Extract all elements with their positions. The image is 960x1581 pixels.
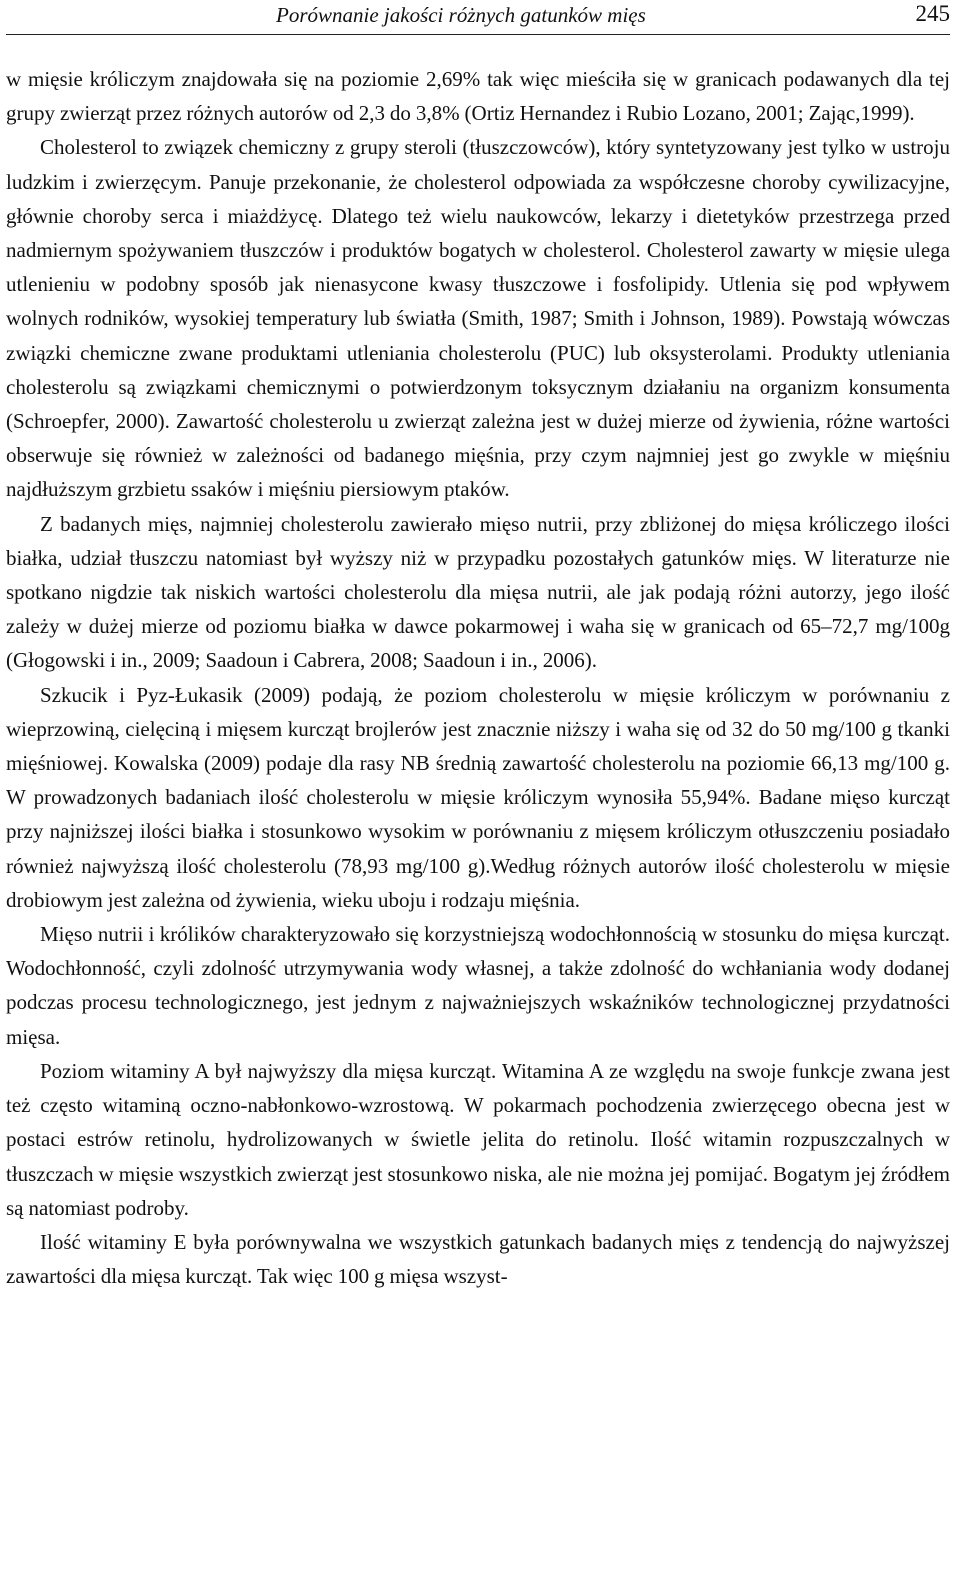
paragraph-vitamin-a: Poziom witaminy A był najwyższy dla mięsa kurcząt. Witamina A ze względu na swoje funkcje zwana jest też często witaminą oczno-nabłonkowo-wzrostową. W pokarmach pochodzenia zwierzęcego obecna jest w postaci estrów retinolu, hydrolizowanych w świetle jelita do retinolu. Ilość witamin rozpuszczalnych w tłuszczach w mięsie wszystkich zwierząt jest stosunkowo niska, ale nie można jej pomijać. Bogatym jej źródłem są natomiast podroby.	[6, 1058, 950, 1220]
running-title: Porównanie jakości różnych gatunków mięs	[276, 3, 646, 27]
document-page	[6, 0, 950, 1581]
paragraph-water-holding: Mięso nutrii i królików charakteryzowało się korzystniejszą wodochłonnością w stosunku do mięsa kurcząt. Wodochłonność, czyli zdolność utrzymywania wody własnej, a także zdolność do wchłaniania wody dodanej podczas procesu technologicznego, jest jednym z najważniejszych wskaźników technologicznej przydatności mięsa.	[6, 922, 950, 1049]
page-header	[6, 0, 950, 35]
paragraph-rabbit-cholesterol: Szkucik i Pyz-Łukasik (2009) podają, że poziom cholesterolu w mięsie króliczym w porównaniu z wieprzowiną, cielęciną i mięsem kurcząt brojlerów jest znacznie niższy i waha się od 32 do 50 mg/100 g tkanki mięśniowej. Kowalska (2009) podaje dla rasy NB średnią zawartość cholesterolu na poziomie 66,13 mg/100 g. W prowadzonych badaniach ilość cholesterolu w mięsie króliczym wynosiła 55,94%. Badane mięso kurcząt przy najniższej ilości białka i stosunkowo wysokim w porównaniu z mięsem króliczym otłuszczeniu posiadało również najwyższą ilość cholesterolu (78,93 mg/100 g).Według różnych autorów ilość cholesterolu w mięsie drobiowym jest zależna od żywienia, wieku uboju i rodzaju mięśnia.	[6, 682, 950, 912]
paragraph-cholesterol: Cholesterol to związek chemiczny z grupy steroli (tłuszczowców), który syntetyzowany jest tylko w ustroju ludzkim i zwierzęcym. Panuje przekonanie, że cholesterol odpowiada za współczesne choroby cywilizacyjne, głównie choroby serca i miażdżycę. Dlatego też wielu naukowców, lekarzy i dietetyków przestrzega przed nadmiernym spożywaniem tłuszczów i produktów bogatych w cholesterol. Cholesterol zawarty w mięsie ulega utlenieniu w podobny sposób jak nienasycone kwasy tłuszczowe i fosfolipidy. Utlenia się pod wpływem wolnych rodników, wysokiej temperatury lub światła (Smith, 1987; Smith i Johnson, 1989). Powstają wówczas związki chemiczne zwane produktami utleniania cholesterolu (PUC) lub oksysterolami. Produkty utleniania cholesterolu są związkami chemicznymi o potwierdzonym toksycznym działaniu na organizm konsumenta (Schroepfer, 2000). Zawartość cholesterolu u zwierząt zależna jest w dużej mierze od żywienia, różne wartości obserwuje się również w zależności od badanego mięśnia, przy czym najmniej jest go zwykle w mięśniu najdłuższym grzbietu ssaków i mięśniu piersiowym ptaków.	[6, 135, 950, 502]
body-text	[6, 62, 950, 1293]
paragraph-nutria: Z badanych mięs, najmniej cholesterolu zawierało mięso nutrii, przy zbliżonej do mięsa króliczego ilości białka, udział tłuszczu natomiast był wyższy niż w przypadku pozostałych gatunków mięs. W literaturze nie spotkano nigdzie tak niskich wartości cholesterolu dla mięsa nutrii, ale jak podają różni autorzy, jego ilość zależy w dużej mierze od poziomu białka w dawce pokarmowej i waha się w granicach od 65–72,7 mg/100g (Głogowski i in., 2009; Saadoun i Cabrera, 2008; Saadoun i in., 2006).	[6, 511, 950, 673]
paragraph-vitamin-e: Ilość witaminy E była porównywalna we wszystkich gatunkach badanych mięs z tendencją do najwyższej zawartości dla mięsa kurcząt. Tak więc 100 g mięsa wszyst-	[6, 1229, 950, 1289]
paragraph-continued: w mięsie króliczym znajdowała się na poziomie 2,69% tak więc mieściła się w granicach podawanych dla tej grupy zwierząt przez różnych autorów od 2,3 do 3,8% (Ortiz Hernandez i Rubio Lozano, 2001; Zając,1999).	[6, 67, 950, 126]
page-number: 245	[915, 1, 950, 26]
